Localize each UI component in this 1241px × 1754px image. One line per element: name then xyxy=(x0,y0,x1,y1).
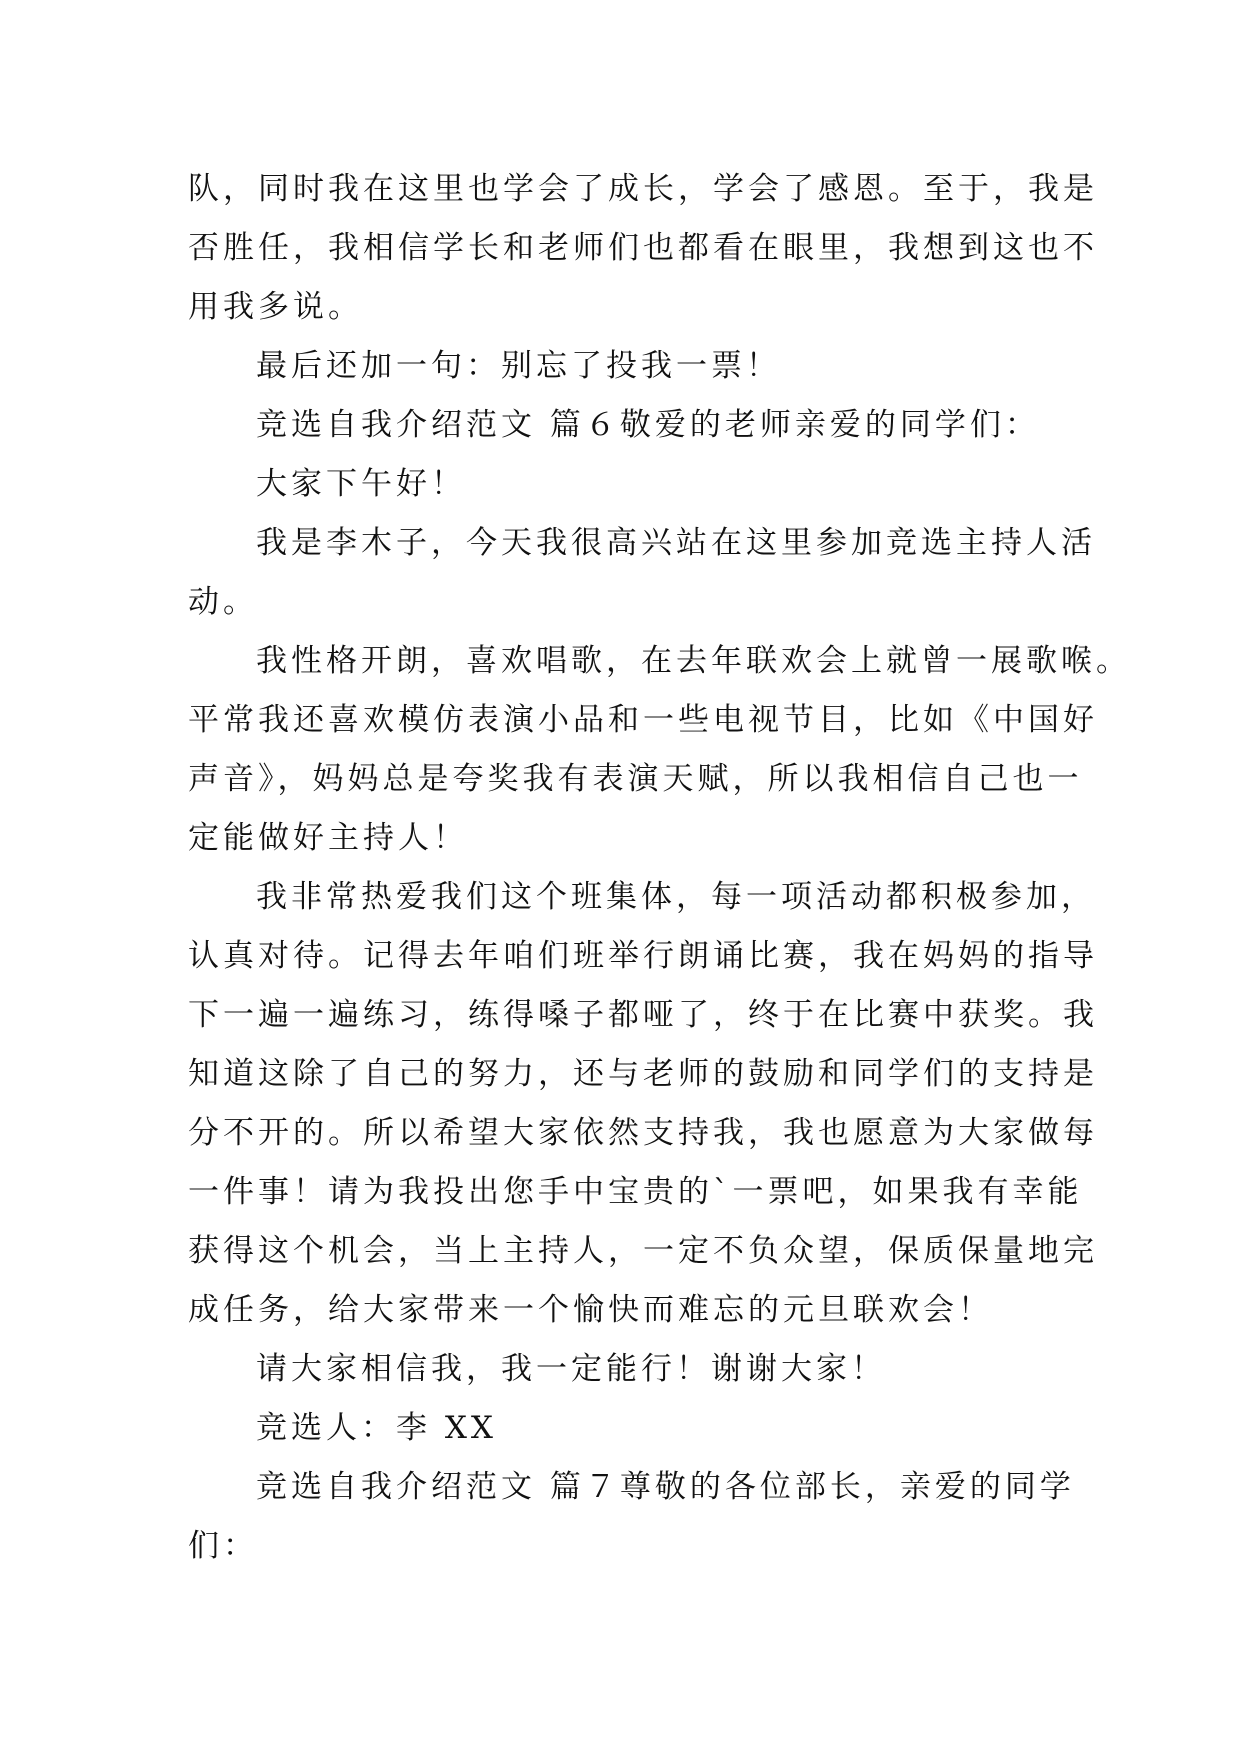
paragraph-line: 下一遍一遍练习，练得嗓子都哑了，终于在比赛中获奖。我 xyxy=(188,997,1098,1033)
paragraph-line: 我性格开朗，喜欢唱歌，在去年联欢会上就曾一展歌喉。 xyxy=(256,643,1131,679)
paragraph-line: 我是李木子，今天我很高兴站在这里参加竞选主持人活 xyxy=(256,525,1096,561)
paragraph-line: 成任务，给大家带来一个愉快而难忘的元旦联欢会！ xyxy=(188,1292,993,1328)
closing-line: 请大家相信我，我一定能行！谢谢大家！ xyxy=(256,1351,886,1387)
paragraph-line: 最后还加一句：别忘了投我一票！ xyxy=(256,348,781,384)
paragraph-line: 们： xyxy=(188,1528,258,1564)
paragraph-line: 我非常热爱我们这个班集体，每一项活动都积极参加， xyxy=(256,879,1096,915)
paragraph-line: 知道这除了自己的努力，还与老师的鼓励和同学们的支持是 xyxy=(188,1056,1098,1092)
paragraph-line: 一件事！请为我投出您手中宝贵的`一票吧，如果我有幸能 xyxy=(188,1174,1083,1210)
section-heading-line: 竞选自我介绍范文 篇６敬爱的老师亲爱的同学们： xyxy=(256,407,1040,443)
signature-line: 竞选人：李 XX xyxy=(256,1410,497,1446)
paragraph-line: 队，同时我在这里也学会了成长，学会了感恩。至于，我是 xyxy=(188,171,1098,207)
paragraph-line: 用我多说。 xyxy=(188,289,363,325)
paragraph-line: 认真对待。记得去年咱们班举行朗诵比赛，我在妈妈的指导 xyxy=(188,938,1098,974)
paragraph-line: 否胜任，我相信学长和老师们也都看在眼里，我想到这也不 xyxy=(188,230,1098,266)
paragraph-line: 声音》，妈妈总是夸奖我有表演天赋，所以我相信自己也一 xyxy=(188,761,1083,797)
paragraph-line: 分不开的。所以希望大家依然支持我，我也愿意为大家做每 xyxy=(188,1115,1098,1151)
section-heading-line: 竞选自我介绍范文 篇７尊敬的各位部长，亲爱的同学 xyxy=(256,1469,1075,1505)
greeting-line: 大家下午好！ xyxy=(256,466,466,502)
paragraph-line: 平常我还喜欢模仿表演小品和一些电视节目，比如《中国好 xyxy=(188,702,1098,738)
paragraph-line: 定能做好主持人！ xyxy=(188,820,468,856)
document-body xyxy=(188,160,1131,1576)
paragraph-line: 动。 xyxy=(188,584,258,620)
paragraph-line: 获得这个机会，当上主持人，一定不负众望，保质保量地完 xyxy=(188,1233,1098,1269)
